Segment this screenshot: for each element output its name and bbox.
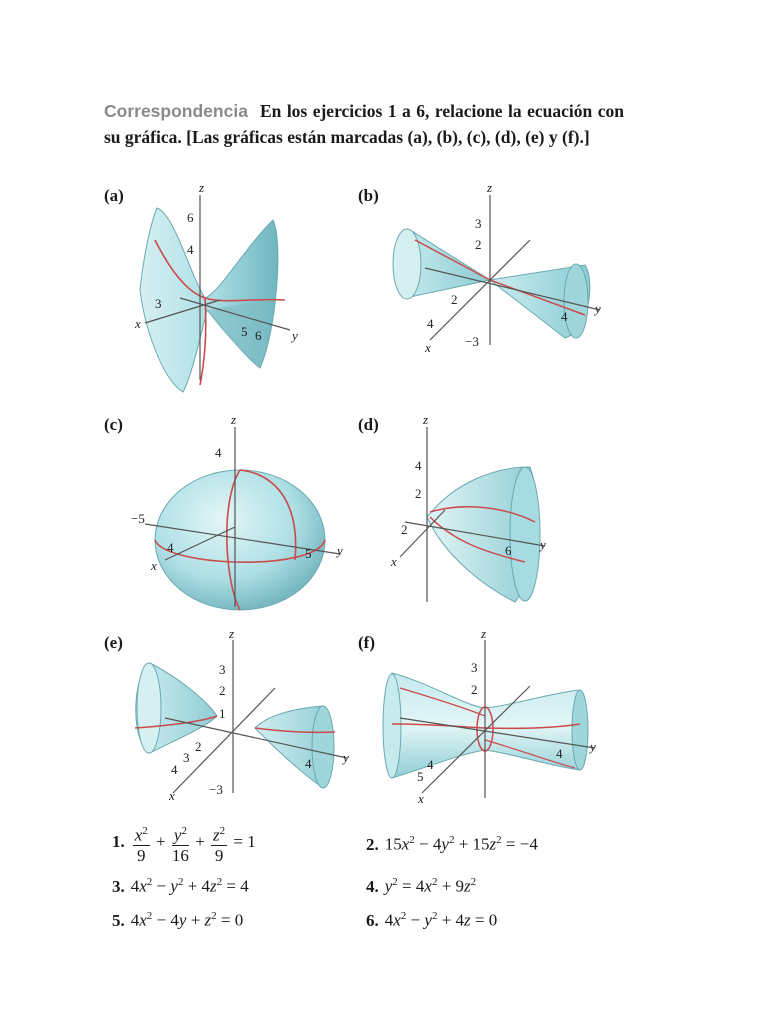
tick-e-4x: 4 bbox=[171, 762, 178, 777]
equation-1-number: 1. bbox=[112, 832, 125, 852]
tick-b-2z: 2 bbox=[475, 237, 482, 252]
surface-d-rim bbox=[510, 467, 540, 601]
z-label-c: z bbox=[231, 412, 237, 427]
y-label-a: y bbox=[292, 328, 298, 343]
surface-e-left-rim bbox=[137, 663, 161, 753]
equation-5-number: 5. bbox=[112, 910, 125, 930]
z-label-f: z bbox=[481, 626, 487, 641]
surface-c bbox=[155, 470, 325, 610]
section-title: Correspondencia bbox=[104, 101, 248, 121]
tick-d-2x: 2 bbox=[401, 522, 408, 537]
surface-b-right-rim bbox=[564, 264, 588, 338]
tick-c-4z: 4 bbox=[215, 445, 222, 460]
panel-f-label: (f) bbox=[358, 633, 375, 652]
tick-f-2z: 2 bbox=[471, 682, 478, 697]
tick-b-neg3z: −3 bbox=[465, 334, 479, 349]
tick-b-3z: 3 bbox=[475, 216, 482, 231]
z-label-b: z bbox=[487, 180, 493, 195]
x-label-f: x bbox=[418, 791, 424, 806]
surface-e-right-rim bbox=[312, 706, 334, 788]
y-label-c: y bbox=[337, 543, 343, 558]
tick-e-2z: 2 bbox=[219, 683, 226, 698]
tick-e-neg3z: −3 bbox=[209, 782, 223, 797]
instructions-text: En los ejercicios 1 a 6, relacione la ecuación con su gráfica. [Las gráficas están marcadas (a), (b), (c), (d), (e) y (f).] bbox=[104, 101, 624, 147]
equation-2-number: 2. bbox=[366, 834, 379, 854]
x-label-c: x bbox=[151, 558, 157, 573]
tick-f-3z: 3 bbox=[471, 660, 478, 675]
tick-f-4y: 4 bbox=[556, 746, 563, 761]
tick-b-2x: 2 bbox=[451, 292, 458, 307]
graph-f-hyperboloid-one-sheet bbox=[380, 628, 610, 808]
equation-3-number: 3. bbox=[112, 876, 125, 896]
surface-f-right-rim bbox=[572, 690, 588, 770]
y-label-e: y bbox=[343, 750, 349, 765]
tick-d-2z: 2 bbox=[415, 486, 422, 501]
equation-6-number: 6. bbox=[366, 910, 379, 930]
graph-e-hyperboloid-two-sheets bbox=[125, 628, 360, 803]
tick-e-2x: 2 bbox=[195, 739, 202, 754]
z-label-a: z bbox=[199, 180, 205, 195]
tick-e-4y: 4 bbox=[305, 756, 312, 771]
panel-c-label: (c) bbox=[104, 415, 123, 434]
panel-e-label: (e) bbox=[104, 633, 123, 652]
graph-b-elliptic-cone bbox=[385, 180, 615, 370]
graph-d-elliptic-paraboloid bbox=[385, 412, 565, 612]
tick-a-6z: 6 bbox=[187, 210, 194, 225]
equation-6: 6. $4x^2 - y^2 + 4z = 0$ bbox=[366, 910, 498, 930]
y-label-d: y bbox=[540, 537, 546, 552]
tick-e-1z: 1 bbox=[219, 706, 226, 721]
y-label-b: y bbox=[595, 301, 601, 316]
tick-a-6y: 6 bbox=[255, 328, 262, 343]
tick-a-4z: 4 bbox=[187, 242, 194, 257]
tick-b-4y: 4 bbox=[561, 309, 568, 324]
equation-4: 4. $y^2 = 4x^2 + 9z^2$ bbox=[366, 876, 477, 896]
tick-d-4z: 4 bbox=[415, 458, 422, 473]
tick-c-5y: 5 bbox=[305, 546, 312, 561]
tick-d-6y: 6 bbox=[505, 543, 512, 558]
equation-1: 1. $\frac{x^2}{9}$ + $\frac{y^2}{16}$ + $\frac{z^2}{9}$ = 1 bbox=[112, 822, 256, 865]
z-label-d: z bbox=[423, 412, 429, 427]
x-label-e: x bbox=[169, 788, 175, 803]
x-label-d: x bbox=[391, 554, 397, 569]
tick-a-3x: 3 bbox=[155, 296, 162, 311]
x-label-b: x bbox=[425, 340, 431, 355]
tick-a-5y: 5 bbox=[241, 324, 248, 339]
tick-e-3x: 3 bbox=[183, 750, 190, 765]
y-label-f: y bbox=[590, 739, 596, 754]
panel-a-label: (a) bbox=[104, 186, 124, 205]
graph-a-hyperbolic-paraboloid bbox=[125, 180, 310, 400]
equation-4-number: 4. bbox=[366, 876, 379, 896]
z-label-e: z bbox=[229, 626, 235, 641]
tick-c-neg5: −5 bbox=[131, 511, 145, 526]
surface-b-left-rim bbox=[393, 229, 421, 299]
surface-f-left-rim bbox=[383, 674, 401, 778]
tick-f-5x: 5 bbox=[417, 769, 424, 784]
panel-d-label: (d) bbox=[358, 415, 379, 434]
instructions bbox=[104, 98, 624, 150]
graph-c-ellipsoid bbox=[125, 412, 355, 612]
panel-b-label: (b) bbox=[358, 186, 379, 205]
equation-2: 2. $15x^2 - 4y^2 + 15z^2 = -4$ bbox=[366, 834, 538, 854]
tick-f-4x: 4 bbox=[427, 757, 434, 772]
tick-e-3z: 3 bbox=[219, 662, 226, 677]
equation-5: 5. $4x^2 - 4y + z^2 = 0$ bbox=[112, 910, 244, 930]
x-label-a: x bbox=[135, 316, 141, 331]
equation-3: 3. $4x^2 - y^2 + 4z^2 = 4$ bbox=[112, 876, 249, 896]
tick-c-4x: 4 bbox=[167, 540, 174, 555]
tick-b-4x: 4 bbox=[427, 316, 434, 331]
